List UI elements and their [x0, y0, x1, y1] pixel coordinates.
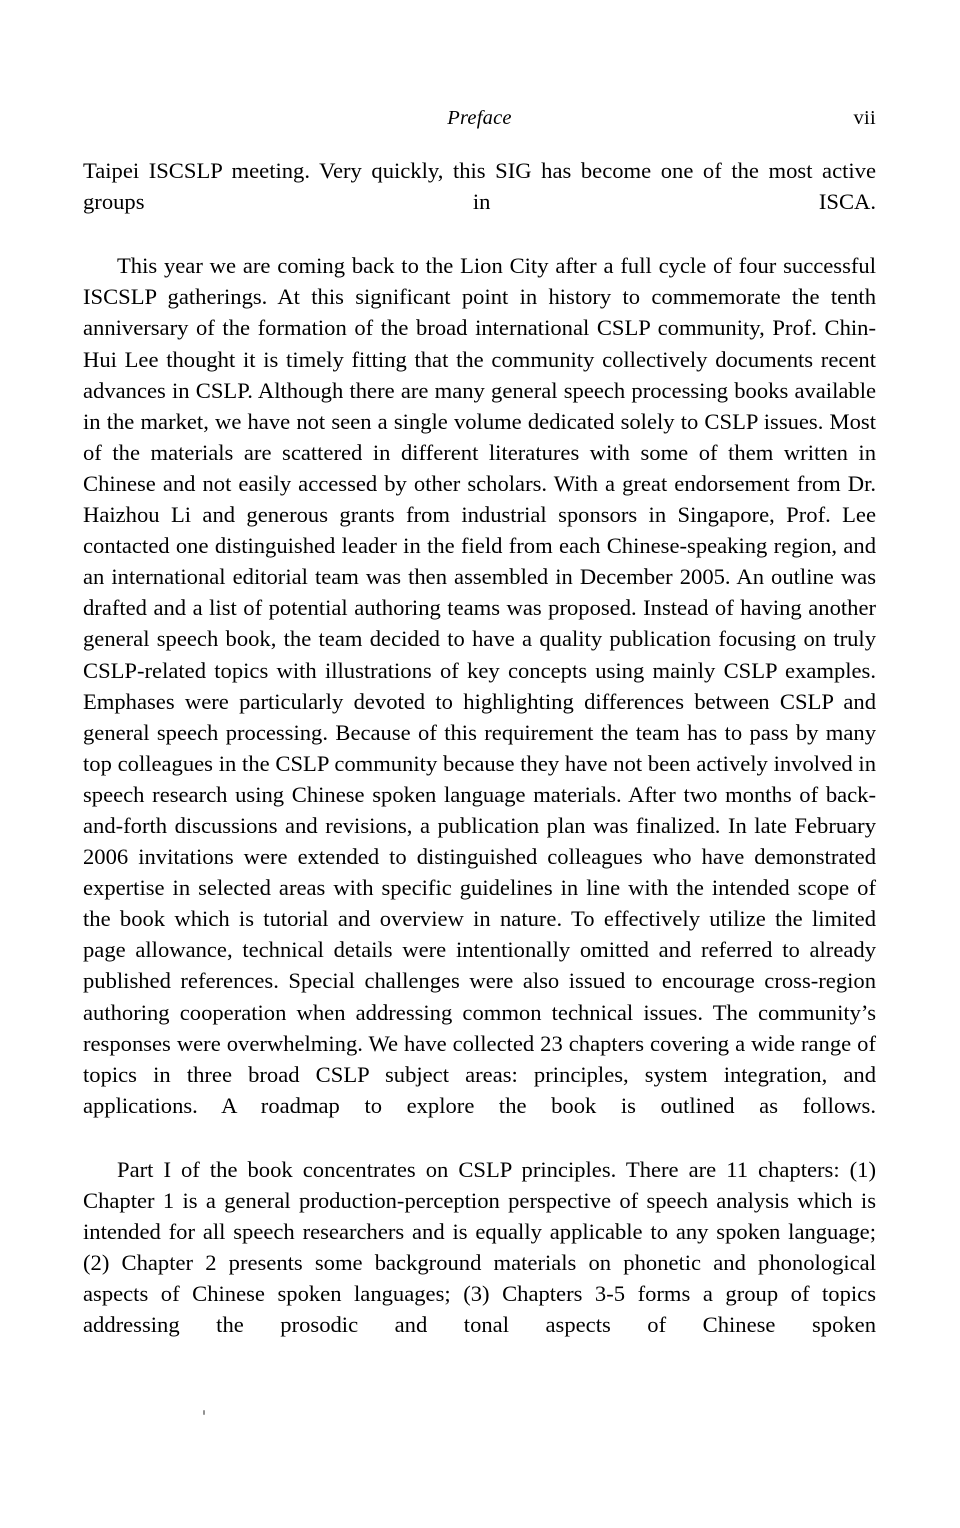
- scan-artifact-speck: [203, 1410, 205, 1415]
- body-text-column: [83, 155, 876, 1372]
- page-number: vii: [853, 107, 876, 129]
- paragraph-part-one: Part I of the book concentrates on CSLP principles. There are 11 chapters: (1) Chapter 1 is a general production-perception perspective of speech analysis which is intended for all speech researchers and is equally applicable to any spoken language; (2) Chapter 2 presents some background materials on phonetic and phonological aspects of Chinese spoken languages; (3) Chapters 3-5 forms a group of topics addressing the prosodic and tonal aspects of Chinese spoken: [83, 1157, 876, 1338]
- running-head: [83, 105, 876, 131]
- paragraph-lion-city: This year we are coming back to the Lion City after a full cycle of four successful ISCSLP gatherings. At this significant point in history to commemorate the tenth anniversary of the formation of the broad international CSLP community, Prof. Chin-Hui Lee thought it is timely fitting that the community collectively documents recent advances in CSLP. Although there are many general speech processing books available in the market, we have not seen a single volume dedicated solely to CSLP issues. Most of the materials are scattered in different literatures with some of them written in Chinese and not easily accessed by other scholars. With a great endorsement from Dr. Haizhou Li and generous grants from industrial sponsors in Singapore, Prof. Lee contacted one distinguished leader in the field from each Chinese-speaking region, and an international editorial team was then assembled in December 2005. An outline was drafted and a list of potential authoring teams was proposed. Instead of having another general speech book, the team decided to have a quality publication focusing on truly CSLP-related topics with illustrations of key concepts using mainly CSLP examples. Emphases were particularly devoted to highlighting differences between CSLP and general speech processing. Because of this requirement the team has to pass by many top colleagues in the CSLP community because they have not been actively involved in speech research using Chinese spoken language materials. After two months of back-and-forth discussions and revisions, a publication plan was finalized. In late February 2006 invitations were extended to distinguished colleagues who have demonstrated expertise in selected areas with specific guidelines in line with the intended scope of the book which is tutorial and overview in nature. To effectively utilize the limited page allowance, technical details were intentionally omitted and referred to already published references. Special challenges were also issued to encourage cross-region authoring cooperation when addressing common technical issues. The community’s responses were overwhelming. We have collected 23 chapters covering a wide range of topics in three broad CSLP subject areas: principles, system integration, and applications. A roadmap to explore the book is outlined as follows.: [83, 253, 876, 1118]
- running-head-title: Preface: [447, 107, 512, 129]
- paragraph-sig-continuation: Taipei ISCSLP meeting. Very quickly, this SIG has become one of the most active groups in ISCA.: [83, 158, 876, 215]
